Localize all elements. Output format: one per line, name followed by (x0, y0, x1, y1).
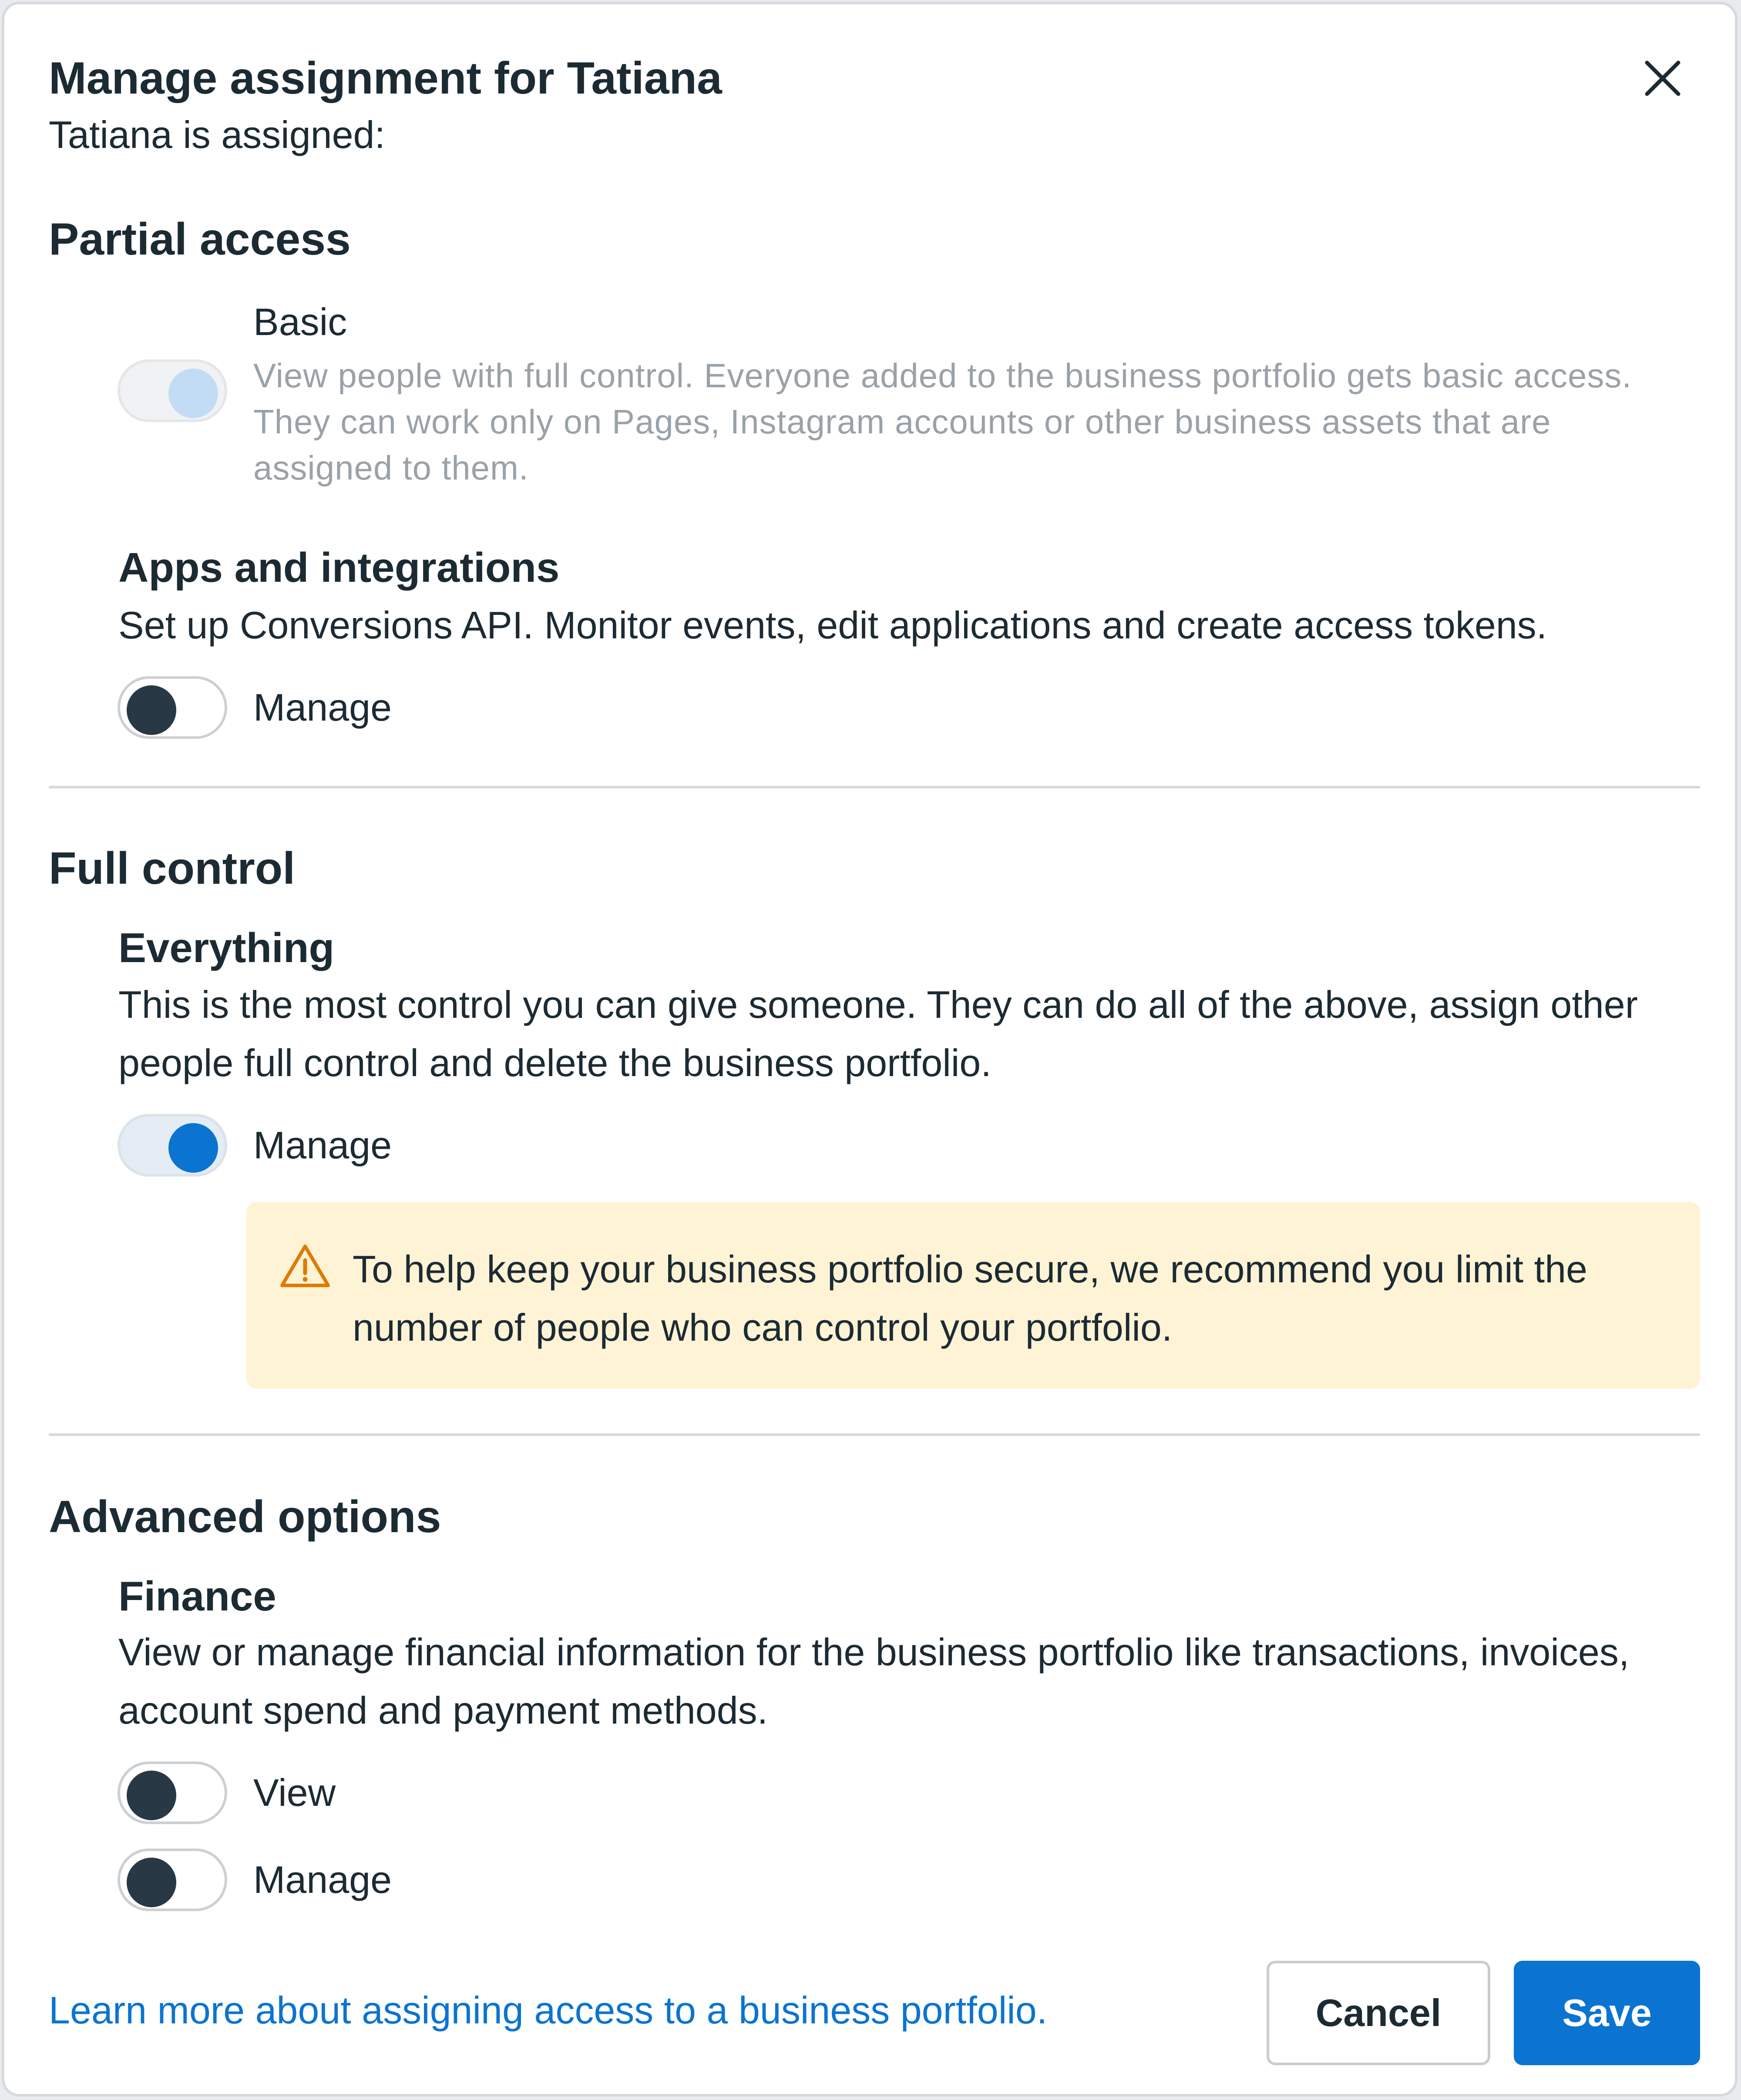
section-divider (49, 786, 1700, 788)
toggle-knob (127, 685, 176, 735)
finance-description: View or manage financial information for the business portfolio like transactions, invoices, account spend and payment methods. (118, 1630, 1630, 1732)
partial-access-heading: Partial access (49, 214, 351, 265)
dialog-title: Manage assignment for Tatiana (49, 53, 722, 104)
finance-manage-label: Manage (253, 1858, 392, 1901)
dialog-subtitle: Tatiana is assigned: (49, 113, 385, 156)
finance-view-label: View (253, 1771, 336, 1814)
basic-title: Basic (253, 300, 347, 343)
close-icon (1637, 52, 1689, 104)
manage-assignment-dialog (2, 2, 1738, 2097)
save-button[interactable]: Save (1514, 1961, 1700, 2065)
everything-manage-toggle[interactable] (118, 1114, 227, 1177)
toggle-knob (168, 1123, 218, 1173)
apps-manage-label: Manage (253, 686, 392, 729)
basic-description: View people with full control. Everyone added to the business portfolio gets basic access. They can work only on Pages, Instagram accounts or other business assets that are assigned to them. (253, 356, 1632, 487)
close-button[interactable] (1637, 52, 1689, 104)
warning-text: To help keep your business portfolio secure, we recommend you limit the number of people who can control your portfolio. (353, 1248, 1587, 1349)
toggle-knob (127, 1858, 176, 1907)
cancel-button[interactable]: Cancel (1267, 1961, 1490, 2065)
finance-manage-toggle[interactable] (118, 1848, 227, 1911)
apps-integrations-title: Apps and integrations (118, 544, 560, 591)
basic-toggle (118, 359, 227, 422)
learn-more-link[interactable]: Learn more about assigning access to a business portfolio. (49, 1989, 1048, 2032)
finance-view-toggle[interactable] (118, 1761, 227, 1824)
full-control-heading: Full control (49, 843, 296, 894)
everything-title: Everything (118, 925, 335, 971)
everything-description: This is the most control you can give someone. They can do all of the above, assign other people full control and delete the business portfolio. (118, 983, 1638, 1084)
advanced-options-heading: Advanced options (49, 1492, 441, 1542)
toggle-knob (168, 369, 218, 418)
toggle-knob (127, 1771, 176, 1820)
everything-manage-label: Manage (253, 1124, 392, 1167)
warning-icon (279, 1243, 331, 1289)
finance-title: Finance (118, 1573, 276, 1620)
apps-manage-toggle[interactable] (118, 676, 227, 739)
apps-integrations-description: Set up Conversions API. Monitor events, edit applications and create access tokens. (118, 604, 1547, 647)
section-divider (49, 1433, 1700, 1436)
